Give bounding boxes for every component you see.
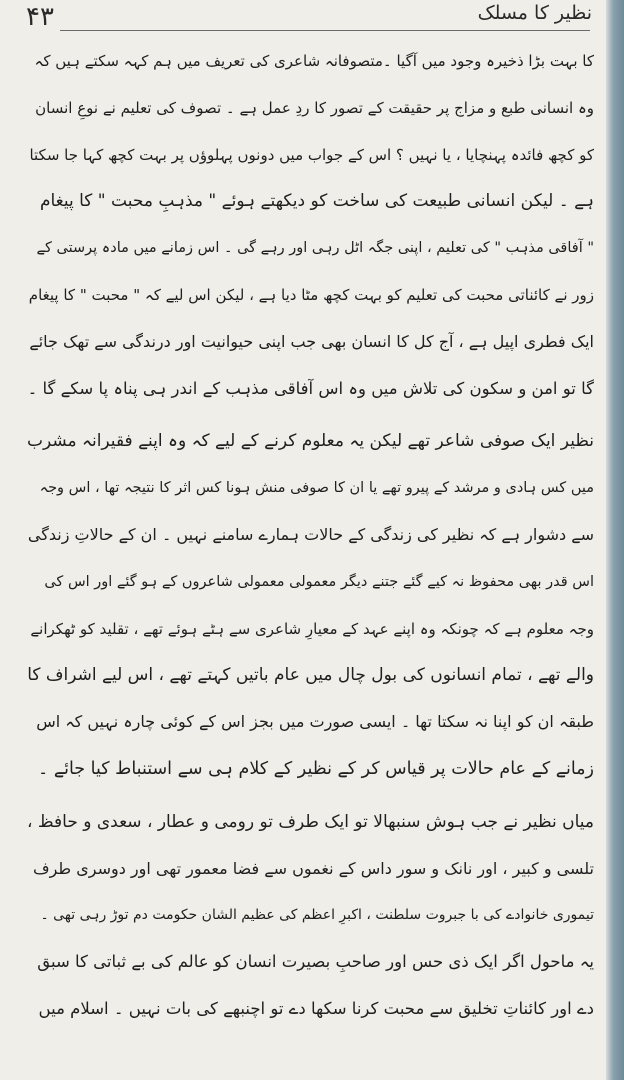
page-number: ۴۳ xyxy=(26,2,54,32)
text-line: زمانے کے عام حالات پر قیاس کر کے نظیر کے کلام ہی سے استنباط کیا جائے ۔ xyxy=(38,758,594,779)
text-line: کا بہت بڑا ذخیرہ وجود میں آگیا ۔متصوفانہ شاعری کی تعریف میں ہم کہہ سکتے ہیں کہ xyxy=(34,52,594,70)
text-line: " آفاقی مذہب " کی تعلیم ، اپنی جگہ اٹل رہی اور رہے گی ۔ اس زمانے میں مادہ پرستی کے xyxy=(36,240,594,257)
page-header xyxy=(0,0,606,40)
text-line: اس قدر بھی محفوظ نہ کیے گئے جتنے دیگر معمولی معمولی شاعروں کے ہو گئے اور اس کی xyxy=(44,573,594,590)
text-line: وجہ معلوم ہے کہ چونکہ وہ اپنے عہد کے معیارِ شاعری سے ہٹے ہوئے تھے ، تقلید کو ٹھکرانے xyxy=(30,619,594,638)
text-line: وہ انسانی طبع و مزاج پر حقیقت کے تصور کا ردِ عمل ہے ۔ تصوف کی تعلیم نے نوعِ انسان xyxy=(35,98,594,117)
text-line: تیموری خانوادے کی با جبروت سلطنت ، اکبرِ اعظم کی عظیم الشان حکومت دم توڑ رہی تھی ۔ xyxy=(40,907,594,924)
text-line: ایک فطری اپیل ہے ، آج کل کا انسان بھی جب اپنی حیوانیت اور درندگی سے تھک جائے xyxy=(29,331,594,351)
header-rule xyxy=(60,30,590,31)
running-title: نظیر کا مسلک xyxy=(477,2,592,24)
text-line: یہ ماحول اگر ایک ذی حس اور صاحبِ بصیرت انسان کو عالم کی بے ثباتی کا سبق xyxy=(37,952,594,972)
text-line: طبقہ ان کو اپنا نہ سکتا تھا ۔ ایسی صورت میں بجز اس کے کوئی چارہ نہیں کہ اس xyxy=(36,712,594,732)
text-line: میں کس ہادی و مرشد کے پیرو تھے یا ان کا صوفی منش ہونا کس اثر کا نتیجہ تھا ، اس وجہ xyxy=(39,480,594,497)
page-edge xyxy=(606,0,624,1080)
text-line: تلسی و کبیر ، اور نانک و سور داس کے نغموں سے فضا معمور تھی اور دوسری طرف xyxy=(33,858,594,878)
text-line: کو کچھ فائدہ پہنچایا ، یا نہیں ؟ اس کے جواب میں دونوں پہلوؤں پر بہت کچھ کہا جا سکتا xyxy=(29,145,594,164)
paragraph xyxy=(26,38,594,412)
text-line: والے تھے ، تمام انسانوں کی بول چال میں عام باتیں کہتے تھے ، اس لیے اشراف کا xyxy=(27,665,594,686)
paragraph xyxy=(26,418,594,792)
text-line: زور نے کائناتی محبت کی تعلیم کو بہت کچھ مٹا دیا ہے ، لیکن اس لیے کہ " محبت " کا پیغام xyxy=(28,285,594,304)
text-line: گا تو امن و سکون کی تلاش میں وہ اس آفاقی مذہب کے اندر ہی پناہ پا سکے گا ۔ xyxy=(27,378,594,398)
body-text xyxy=(26,38,594,1033)
text-line: ہے ۔ لیکن انسانی طبیعت کی ساخت کو دیکھتے ہوئے " مذہبِ محبت " کا پیغام xyxy=(39,191,594,212)
text-line: سے دشوار ہے کہ نظیر کی زندگی کے حالات ہمارے سامنے نہیں ۔ ان کے حالاتِ زندگی xyxy=(27,524,594,544)
text-line: نظیر ایک صوفی شاعر تھے لیکن یہ معلوم کرنے کے لیے کہ وہ اپنے فقیرانہ مشرب xyxy=(26,431,594,452)
paragraph xyxy=(26,799,594,1033)
text-line: دے اور کائناتِ تخلیق سے محبت کرنا سکھا دے تو اچنبھے کی بات نہیں ۔ اسلام میں xyxy=(38,998,594,1018)
text-line: میاں نظیر نے جب ہوش سنبھالا تو ایک طرف تو رومی و عطار ، سعدی و حافظ ، xyxy=(27,811,594,832)
